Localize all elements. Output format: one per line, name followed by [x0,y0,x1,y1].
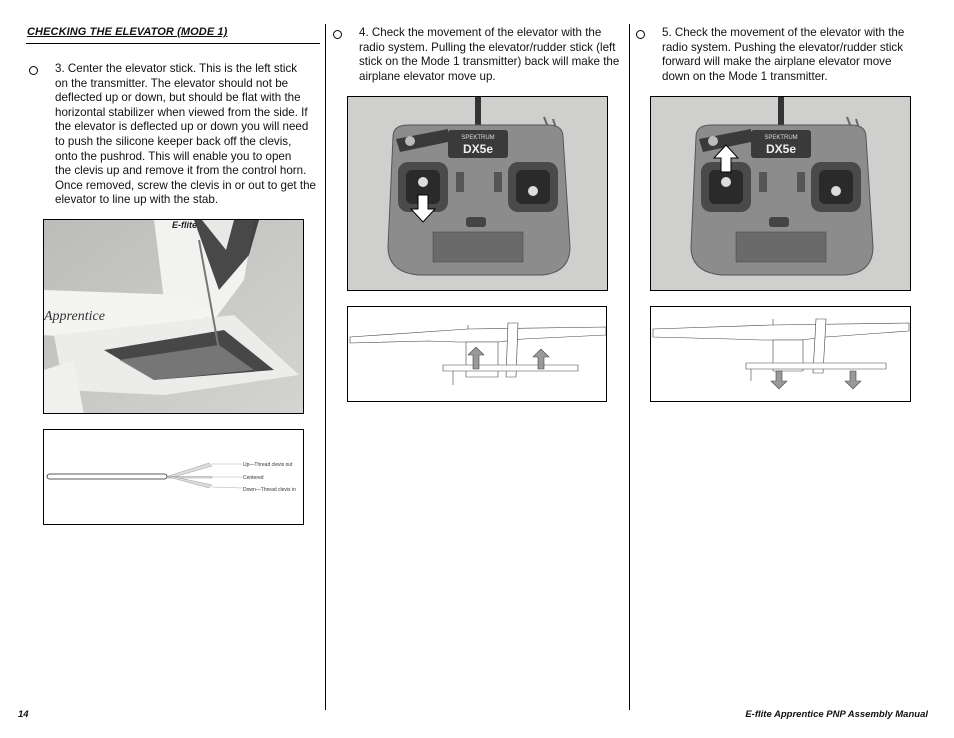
down-arrow-icon [845,371,861,389]
transmitter-brand: SPEKTRUM [764,135,798,141]
transmitter-illustration [348,97,608,291]
fuselage-lettering: Apprentice [44,309,105,324]
column-divider [629,24,630,710]
step-5-text [662,26,928,84]
step-4-line: stick on the Mode 1 transmitter) back will make the [359,55,620,69]
airplane-rear-view-down [651,307,911,402]
tail-photo-illustration [44,220,304,414]
checkbox-step-3[interactable] [29,66,38,75]
step-3-text [55,62,325,208]
transmitter-brand: SPEKTRUM [461,135,495,141]
elevator-up-diagram [347,306,607,402]
step-4-line: airplane elevator move up. [359,69,496,83]
heading-rule [26,43,320,44]
step-3-line: onto the pushrod. This will enable you to open [55,149,292,163]
manual-title: E-flite Apprentice PNP Assembly Manual [745,709,928,720]
step-3-line: on the transmitter. The elevator should not be [55,76,289,90]
step-3-line: horizontal stabilizer when viewed from the side. If [55,105,308,119]
tail-branding: E-flite [172,220,198,230]
step-5-line: forward will make the airplane elevator move [662,55,892,69]
step-4-line: radio system. Pulling the elevator/rudder stick (left [359,40,616,54]
airplane-rear-view-up [348,307,607,402]
down-arrow-icon [771,371,787,389]
step-3-line: to push the silicone keeper back off the clevis, [55,134,292,148]
elevator-down-diagram [650,306,911,402]
clevis-diagram [43,429,304,525]
transmitter-model: DX5e [765,142,797,156]
step-4-line: 4. Check the movement of the elevator with the [359,26,602,39]
checkbox-step-4[interactable] [333,30,342,39]
transmitter-model: DX5e [462,142,494,156]
step-3-line: elevator to line up with the stab. [55,193,219,207]
tail-photo [43,219,304,414]
clevis-down-label: Down—Thread clevis in [243,487,296,493]
column-divider [325,24,326,710]
transmitter-illustration [651,97,911,291]
step-3-line: 3. Center the elevator stick. This is the left stick [55,62,298,75]
step-5-line: 5. Check the movement of the elevator with the [662,26,905,39]
step-3-line: deflected up or down, but should be flat with the [55,91,301,105]
step-5-line: down on the Mode 1 transmitter. [662,69,828,83]
page-number: 14 [18,709,29,720]
transmitter-photo-push [650,96,911,291]
transmitter-photo-pull [347,96,608,291]
step-3-line: the clevis up and remove it from the control horn. [55,164,307,178]
clevis-center-label: Centered [243,475,264,481]
step-5-line: radio system. Pushing the elevator/rudder stick [662,40,904,54]
checkbox-step-5[interactable] [636,30,645,39]
step-3-line: Once removed, screw the clevis in or out to get the [55,178,316,192]
clevis-diagram-drawing [44,430,304,525]
section-heading: CHECKING THE ELEVATOR (MODE 1) [27,26,228,38]
clevis-up-label: Up—Thread clevis out [243,462,293,468]
step-3-line: the elevator is deflected up or down you will need [55,120,309,134]
step-4-text [359,26,625,84]
